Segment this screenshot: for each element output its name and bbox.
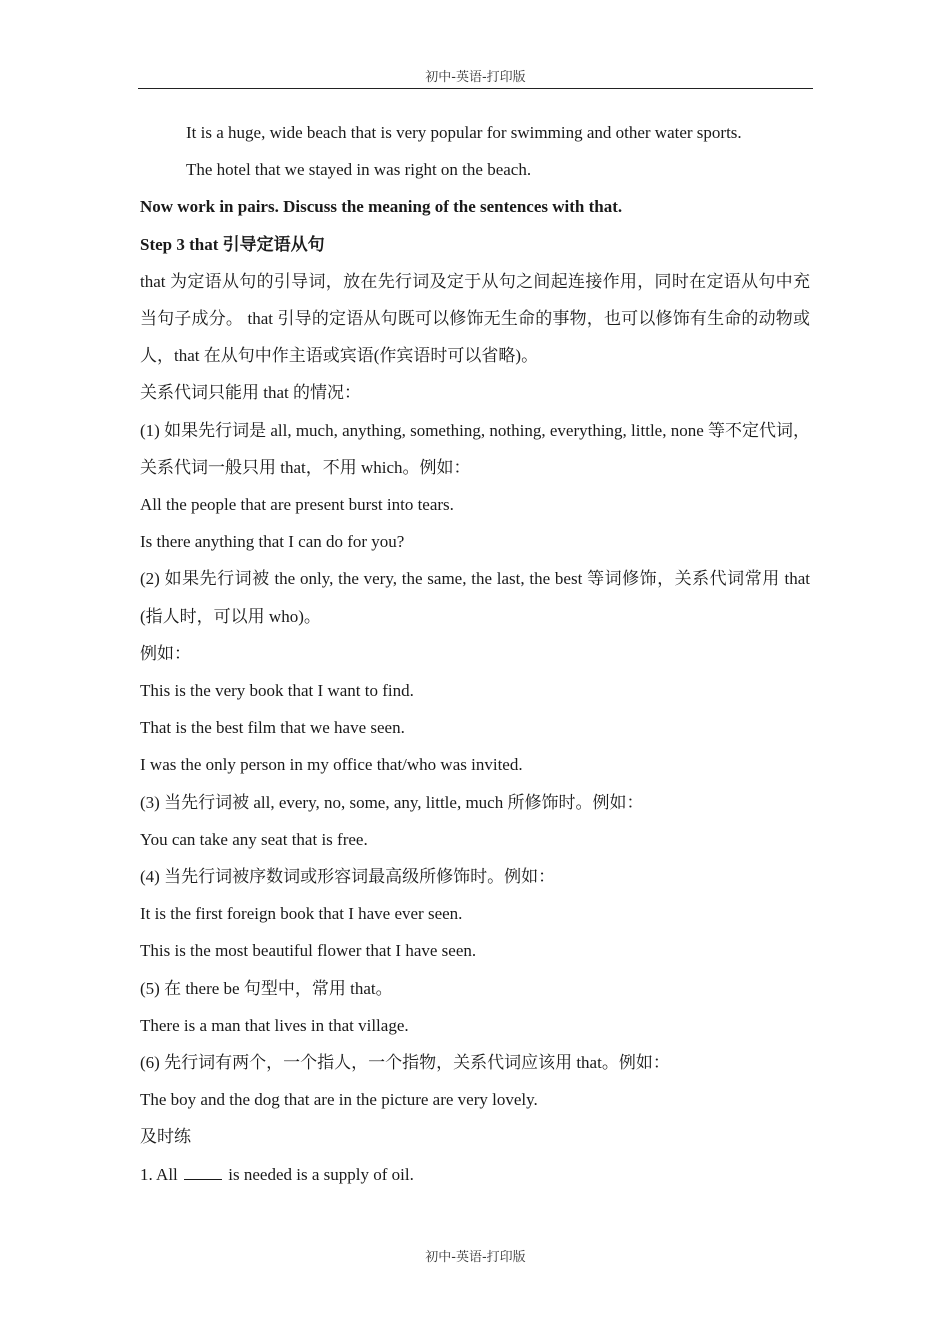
step-3-heading: Step 3 that 引导定语从句 <box>140 234 325 254</box>
exercise-1-blank <box>184 1165 222 1180</box>
rule-2-example-2: That is the best film that we have seen. <box>140 718 405 738</box>
example-sentence-beach: It is a huge, wide beach that is very popular for swimming and other water sports. <box>186 123 742 142</box>
exercise-1-suffix: is needed is a supply of oil. <box>228 1164 414 1184</box>
page-header: 初中-英语-打印版 <box>425 70 526 85</box>
rule-4-example-1: It is the first foreign book that I have ever seen. <box>140 904 463 924</box>
rule-6-example-1: The boy and the dog that are in the picture are very lovely. <box>140 1090 538 1110</box>
rule-2: (2) 如果先行词被 the only, the very, the same, the last, the best 等词修饰，关系代词常用 that (指人时，可以用 who)。 <box>140 569 810 626</box>
rule-6: (6) 先行词有两个，一个指人，一个指物，关系代词应该用 that。例如： <box>140 1053 670 1073</box>
example-sentence-hotel: The hotel that we stayed in was right on the beach. <box>186 160 532 180</box>
practice-heading: 及时练 <box>140 1127 191 1147</box>
pair-work-instruction: Now work in pairs. Discuss the meaning of the sentences with that. <box>140 197 623 217</box>
rule-2-example-1: This is the very book that I want to find. <box>140 681 414 701</box>
rule-3-example-1: You can take any seat that is free. <box>140 829 368 849</box>
only-that-cases-heading: 关系代词只能用 that 的情况： <box>140 383 361 403</box>
rule-4: (4) 当先行词被序数词或形容词最高级所修饰时。例如： <box>140 867 556 887</box>
rule-1-example-2: Is there anything that I can do for you? <box>140 532 405 552</box>
rule-2-example-label: 例如： <box>140 643 191 663</box>
rule-2-example-3: I was the only person in my office that/who was invited. <box>140 755 523 775</box>
rule-5-example-1: There is a man that lives in that village. <box>140 1015 409 1035</box>
header-divider <box>138 88 813 89</box>
rule-5: (5) 在 there be 句型中，常用 that。 <box>140 978 393 998</box>
exercise-1 <box>140 1156 810 1193</box>
rule-1: (1) 如果先行词是 all, much, anything, something, nothing, everything, little, none 等不定代词，关系代词一般只用 that，不用 which。例如： <box>140 420 811 477</box>
page-footer: 初中-英语-打印版 <box>425 1250 526 1265</box>
that-explanation: that 为定语从句的引导词，放在先行词及定于从句之间起连接作用，同时在定语从句中充当句子成分。 that 引导的定语从句既可以修饰无生命的事物，也可以修饰有生命的动物或人，that 在从句中作主语或宾语(作宾语时可以省略)。 <box>140 271 810 366</box>
rule-3: (3) 当先行词被 all, every, no, some, any, little, much 所修饰时。例如： <box>140 792 644 812</box>
document-body <box>140 114 810 1193</box>
rule-4-example-2: This is the most beautiful flower that I have seen. <box>140 941 477 961</box>
rule-1-example-1: All the people that are present burst into tears. <box>140 495 454 515</box>
exercise-1-prefix: 1. All <box>140 1164 178 1184</box>
